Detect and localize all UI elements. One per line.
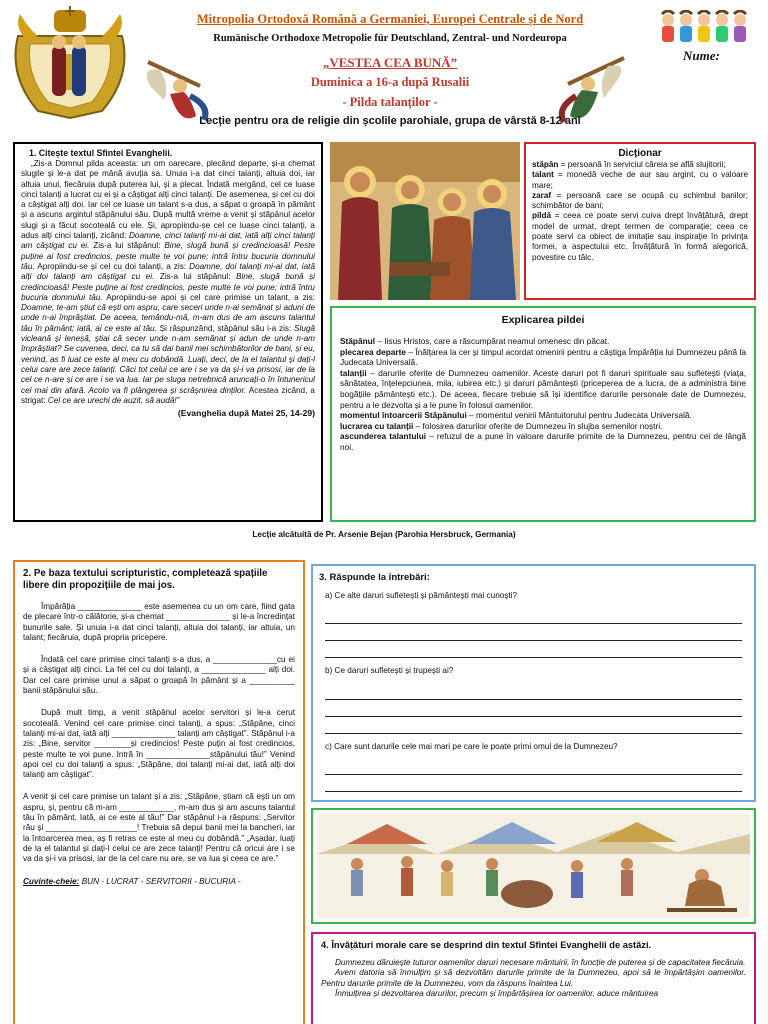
lesson-subtitle: Lecție pentru ora de religie din școlile parohiale, grupa de vârstă 8-12 ani — [199, 115, 581, 127]
gospel-reading-box — [13, 142, 323, 522]
explanation-entry: momentul întoarcerii Stăpânului – momentul venirii Mântuitorului pentru Judecata Universală. — [340, 410, 692, 421]
name-label: Nume: — [683, 48, 720, 63]
dictionary-entries — [532, 160, 748, 263]
answer-line[interactable] — [325, 758, 742, 775]
questions-box — [311, 564, 756, 802]
gospel-reference: (Evanghelia după Matei 25, 14-29) — [177, 408, 315, 419]
answer-line[interactable] — [325, 700, 742, 717]
answer-line[interactable] — [325, 792, 742, 802]
parable-illustration-box — [311, 808, 756, 924]
explanation-entry: plecarea departe – Înălțarea la cer și timpul acordat omenirii pentru a câștiga Împărăția lui Dumnezeu până la Judecata Universală. — [340, 346, 746, 368]
exercise-paragraph: După mult timp, a venit stăpânul acelor servitori și le-a cerut socoteală. Venind cel care primise cinci talanți, a spus: „Stăpâne, cinci talanți mi-ai dat, iată alți ______________ talanți am câștigat”. Stăpânul i-a zis: „Bine, servitor ________și credincios! Peste puțin ai fost credincios, peste multe te voi pune. Intră în ______________stăpânului tău!” Venind apoi cel cu doi talanți a spus: „Stăpâne, doi talanți mi-ai dat, iată alți doi talanți am câștigat”. — [23, 708, 295, 780]
moral-teachings-box — [311, 932, 756, 1024]
dictionary-entry: pildă = ceea ce poate servi cuiva drept învățătură, drept model de urmat, drept termen de comparație; ceea ce poate servi ca obiect de imitație sau inspirație în privința formei, a aspectului etc. Învățătură în formă alegorică, povestire cu tâlc. — [532, 211, 748, 262]
church-crest-logo — [8, 6, 132, 124]
answer-line[interactable] — [325, 641, 742, 658]
section3-heading: 3. Răspunde la întrebări: — [319, 572, 430, 583]
explanation-entry: talanții – darurile oferite de Dumnezeu oamenilor. Aceste daruri pot fi daruri spirituale sau sufletești (viața, sănătatea, înțelepciunea, mila, iubirea etc.) și daruri pământești (priceperea de a lucra, de a administra bine bogățiile pământești etc.). De aceea, fiecare trebuie să își identifice darurile personale date de Dumnezeu, pentru a le dezvolta și a le pune în folosul oamenilor. — [340, 367, 746, 410]
dictionary-box — [524, 142, 756, 300]
fill-in-exercise-box — [13, 560, 305, 1024]
explanation-entry: ascunderea talantului – refuzul de a pune în valoare darurile primite de la Dumnezeu, pentru cei de lângă noi. — [340, 431, 746, 452]
moral-paragraph: Avem datoria să înmulțim și să dezvoltăm darurile primite de la Dumnezeu, apoi să le împărtășim oamenilor. Pentru darurile primite de la Dumnezeu, vom da răspuns înaintea Lui. — [321, 968, 746, 988]
exercise-paragraph: Îndată cel care primise cinci talanți s-a dus, a ______________cu ei și a câștigat alți cinci. La fel cel cu doi talanți, a ______________ alți doi. Dar cel care primise unul a săpat o groapă în pământ și a __________ banii stăpânului său. — [23, 655, 295, 696]
moral-paragraph: Înmulțirea și dezvoltarea darurilor, precum și împărtășirea lor oamenilor, aduce mântuirea — [335, 988, 659, 998]
parable-title: - Pilda talanților - — [342, 95, 438, 109]
moral-paragraph: Dumnezeu dăruiește tuturor oamenilor daruri necesare mântuirii, în funcție de puterea și de capacitatea fiecăruia. — [335, 958, 746, 967]
dictionary-entry: zaraf = persoană care se ocupă cu schimbul banilor; schimbător de bani; — [532, 190, 748, 211]
keywords-line: Cuvinte-cheie: BUN - LUCRAT - SERVITORII - BUCURIA - — [23, 876, 241, 886]
exercise-paragraph: A venit și cel care primise un talant și a zis: „Stăpâne, știam că ești un om aspru, și, pentru că m-am ____________, m-am dus și am ascuns talantul tău în pământ. Iată, ai ce este al tău!” Dar stăpânul i-a răspuns: „Servitor rău și ____________________! Trebuia să depui banii mei la bancheri, iar la întoarcerea mea, aș fi retras ce este al meu cu dobândă.” „Așadar, luați de la el talantul și dați-l celui ce are zece talanți! Pentru că oricui are i se va da și-i va prisosi, iar de la cel care nu are, se va lua și ceea ce are.” — [23, 792, 295, 864]
market-scene-image — [317, 814, 750, 918]
sunday-title: Duminica a 16-a după Rusalii — [310, 75, 470, 89]
explanation-entry: lucrarea cu talanții – folosirea darurilor oferite de Dumnezeu în slujba semenilor noștri. — [340, 420, 663, 431]
org-title-ro: Mitropolia Ortodoxă Română a Germaniei, Europei Centrale și de Nord — [196, 12, 584, 26]
org-title-de: Rumänische Orthodoxe Metropolie für Deutschland, Zentral- und Nordeuropa — [213, 33, 567, 44]
answer-line[interactable] — [325, 775, 742, 792]
section4-heading: 4. Învățături morale care se desprind din textul Sfintei Evanghelii de astăzi. — [321, 940, 652, 950]
children-clipart-image — [656, 10, 756, 50]
question-c: c) Care sunt darurile cele mai mari pe care le poate primi omul de la Dumnezeu? — [325, 741, 618, 751]
parable-icon-image — [330, 142, 520, 300]
explanation-box — [330, 306, 756, 522]
question-b: b) Ce daruri sufletești și trupești ai? — [325, 666, 454, 676]
lesson-credit: Lecție alcătuită de Pr. Arsenie Bejan (Parohia Hersbruck, Germania) — [252, 530, 516, 539]
explanation-entries — [340, 336, 746, 453]
dictionary-title: Dicționar — [618, 148, 662, 159]
answer-line[interactable] — [325, 607, 742, 624]
answer-line[interactable] — [325, 624, 742, 641]
bulletin-title: „VESTEA CEA BUNĂ” — [322, 55, 458, 70]
explanation-entry: Stăpânul – Iisus Hristos, care a răscumpărat neamul omenesc din păcat. — [340, 336, 610, 346]
dictionary-entry: stăpân = persoană în serviciul căreia se află slujitorii; — [532, 160, 726, 169]
section1-heading: 1. Citește textul Sfintei Evanghelii. — [29, 148, 173, 158]
section2-heading: 2. Pe baza textului scripturistic, completează spațiile libere din propozițiile de mai jos. — [23, 568, 268, 591]
header — [0, 0, 768, 140]
gospel-text: „Zis-a Domnul pilda aceasta: un om oarecare, plecând departe, și-a chemat slugile și le-a dat pe mână avuția sa. Unuia i-a dat cinci talanți, altuia doi, iar altuia unul, fiecăruia după puterea lui, și a plecat. Îndată mergând, cel ce luase cinci talanți a lucrat cu ei și a câștigat alți cinci talanți. De asemenea, și cel cu doi a câștigat alți doi. Iar cel ce luase un talant s-a dus, a săpat o groapă în pământ și a ascuns argintul stăpânului său. După multă vreme a venit și stăpânul acelor slugi și a făcut socoteală cu ele. Și, apropiindu-se cel ce luase cinci talanți, a adus alți cinci talanți, zicând: Doamne, cinci talanți mi-ai dat, iată alți cinci talanți am câștigat cu ei. Zis-a lui stăpânul: Bine, slugă bună și credincioasă! Peste puține ai fost credincios, peste multe te voi pune; intră întru bucuria domnului tău. Apropiindu-se și cel cu doi talanți, a zis: Doamne, doi talanți mi-ai dat, iată alți doi talanți am câștigat cu ei. Zis-a lui stăpânul: Bine, slugă bună și credincioasă! Peste puține ai fost credincios, peste multe te voi pune; intră întru bucuria domnului tău. Apropiindu-se apoi și cel care primise un talant, a zis: Doamne, te-am știut că ești om aspru, care seceri unde n-ai semănat și aduni de unde n-ai împrăștiat. De aceea, temându-mă, m-am dus de am ascuns talantul tău în pământ; iată, ai ce este al tău. Și răspunzând, stăpânul său i-a zis: Slugă vicleană și leneșă, știai că secer unde n-am semănat și adun de unde n-am împrăștiat? Se cuvenea, deci, ca tu să dai banii mei schimbătorilor de bani, și eu, venind, as fi luat ce este al meu cu dobândă. Luați, deci, de la el talantul și dați-l celui care are zece talanți. Căci tot celui ce are i se va da și-i va prisosi, iar de la cel ce n-are și ce are i se va lua. Iar pe sluga netrebnică aruncați-o în întunericul cel mai din afară. Acolo va fi plângerea și scrâșnirea dinților. Acestea zicând, a strigat: Cel ce are urechi de auzit, să audă!” — [21, 159, 316, 405]
answer-line[interactable] — [325, 683, 742, 700]
question-a: a) Ce alte daruri sufletești și pământești mai cunoști? — [325, 591, 518, 600]
dictionary-entry: talant = monedă veche de aur sau argint, cu o valoare mare; — [532, 170, 748, 190]
answer-line[interactable] — [325, 717, 742, 734]
explanation-title: Explicarea pildei — [501, 314, 585, 326]
exercise-paragraph: Împărăția ______________ este asemenea cu un om care, fiind gata de plecare într-o călătorie, și-a chemat ______________ și le-a încredințat bunurile sale. Și unuia i-a dat cinci talanți, altuia doi talanți, iar altuia, un talant; fiecăruia, după propria pricepere. — [23, 602, 295, 642]
